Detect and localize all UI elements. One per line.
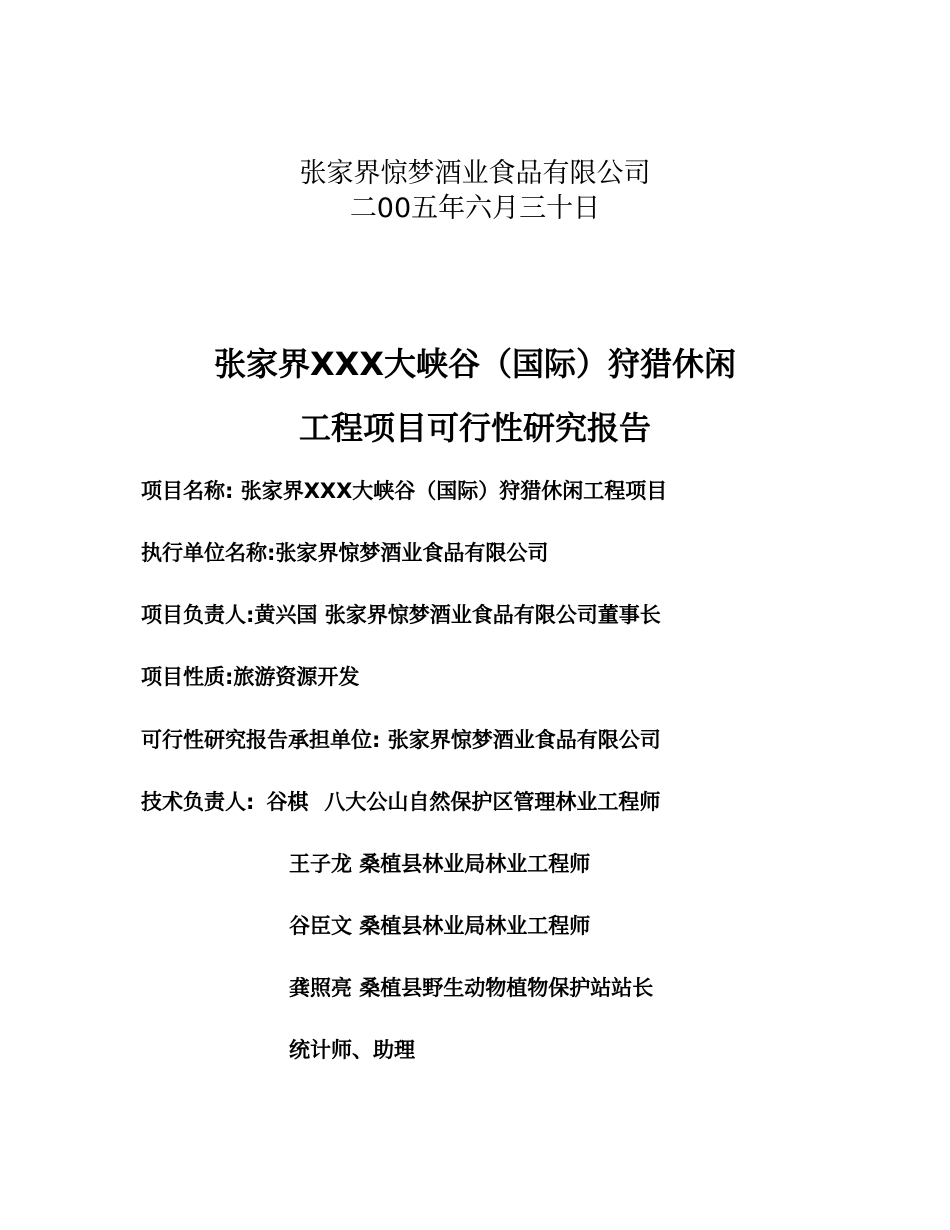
project-name-field: 项目名称: 张家界XXX大峡谷（国际）狩猎休闲工程项目	[141, 479, 668, 503]
project-leader-field: 项目负责人:黄兴国 张家界惊梦酒业食品有限公司董事长	[141, 603, 661, 627]
staff-item: 统计师、助理	[289, 1038, 415, 1062]
staff-item: 谷臣文 桑植县林业局林业工程师	[289, 914, 591, 938]
tech-leader-name: 谷棋	[266, 790, 309, 814]
report-unit-field: 可行性研究报告承担单位: 张家界惊梦酒业食品有限公司	[141, 728, 661, 752]
report-date: 二00五年六月三十日	[349, 193, 601, 224]
staff-item: 王子龙 桑植县林业局林业工程师	[289, 852, 591, 876]
company-name: 张家界惊梦酒业食品有限公司	[299, 158, 651, 189]
tech-leader-title: 八大公山自然保护区管理林业工程师	[324, 790, 661, 814]
project-nature-field: 项目性质:旅游资源开发	[141, 665, 360, 689]
report-title-line-2: 工程项目可行性研究报告	[298, 409, 651, 447]
staff-item: 龚照亮 桑植县野生动物植物保护站站长	[289, 976, 654, 1000]
report-title-line-1: 张家界XXX大峡谷（国际）狩猎休闲	[213, 345, 737, 383]
tech-leader-field	[141, 787, 660, 817]
tech-leader-label: 技术负责人:	[141, 790, 255, 814]
executing-unit-field: 执行单位名称:张家界惊梦酒业食品有限公司	[141, 541, 549, 565]
